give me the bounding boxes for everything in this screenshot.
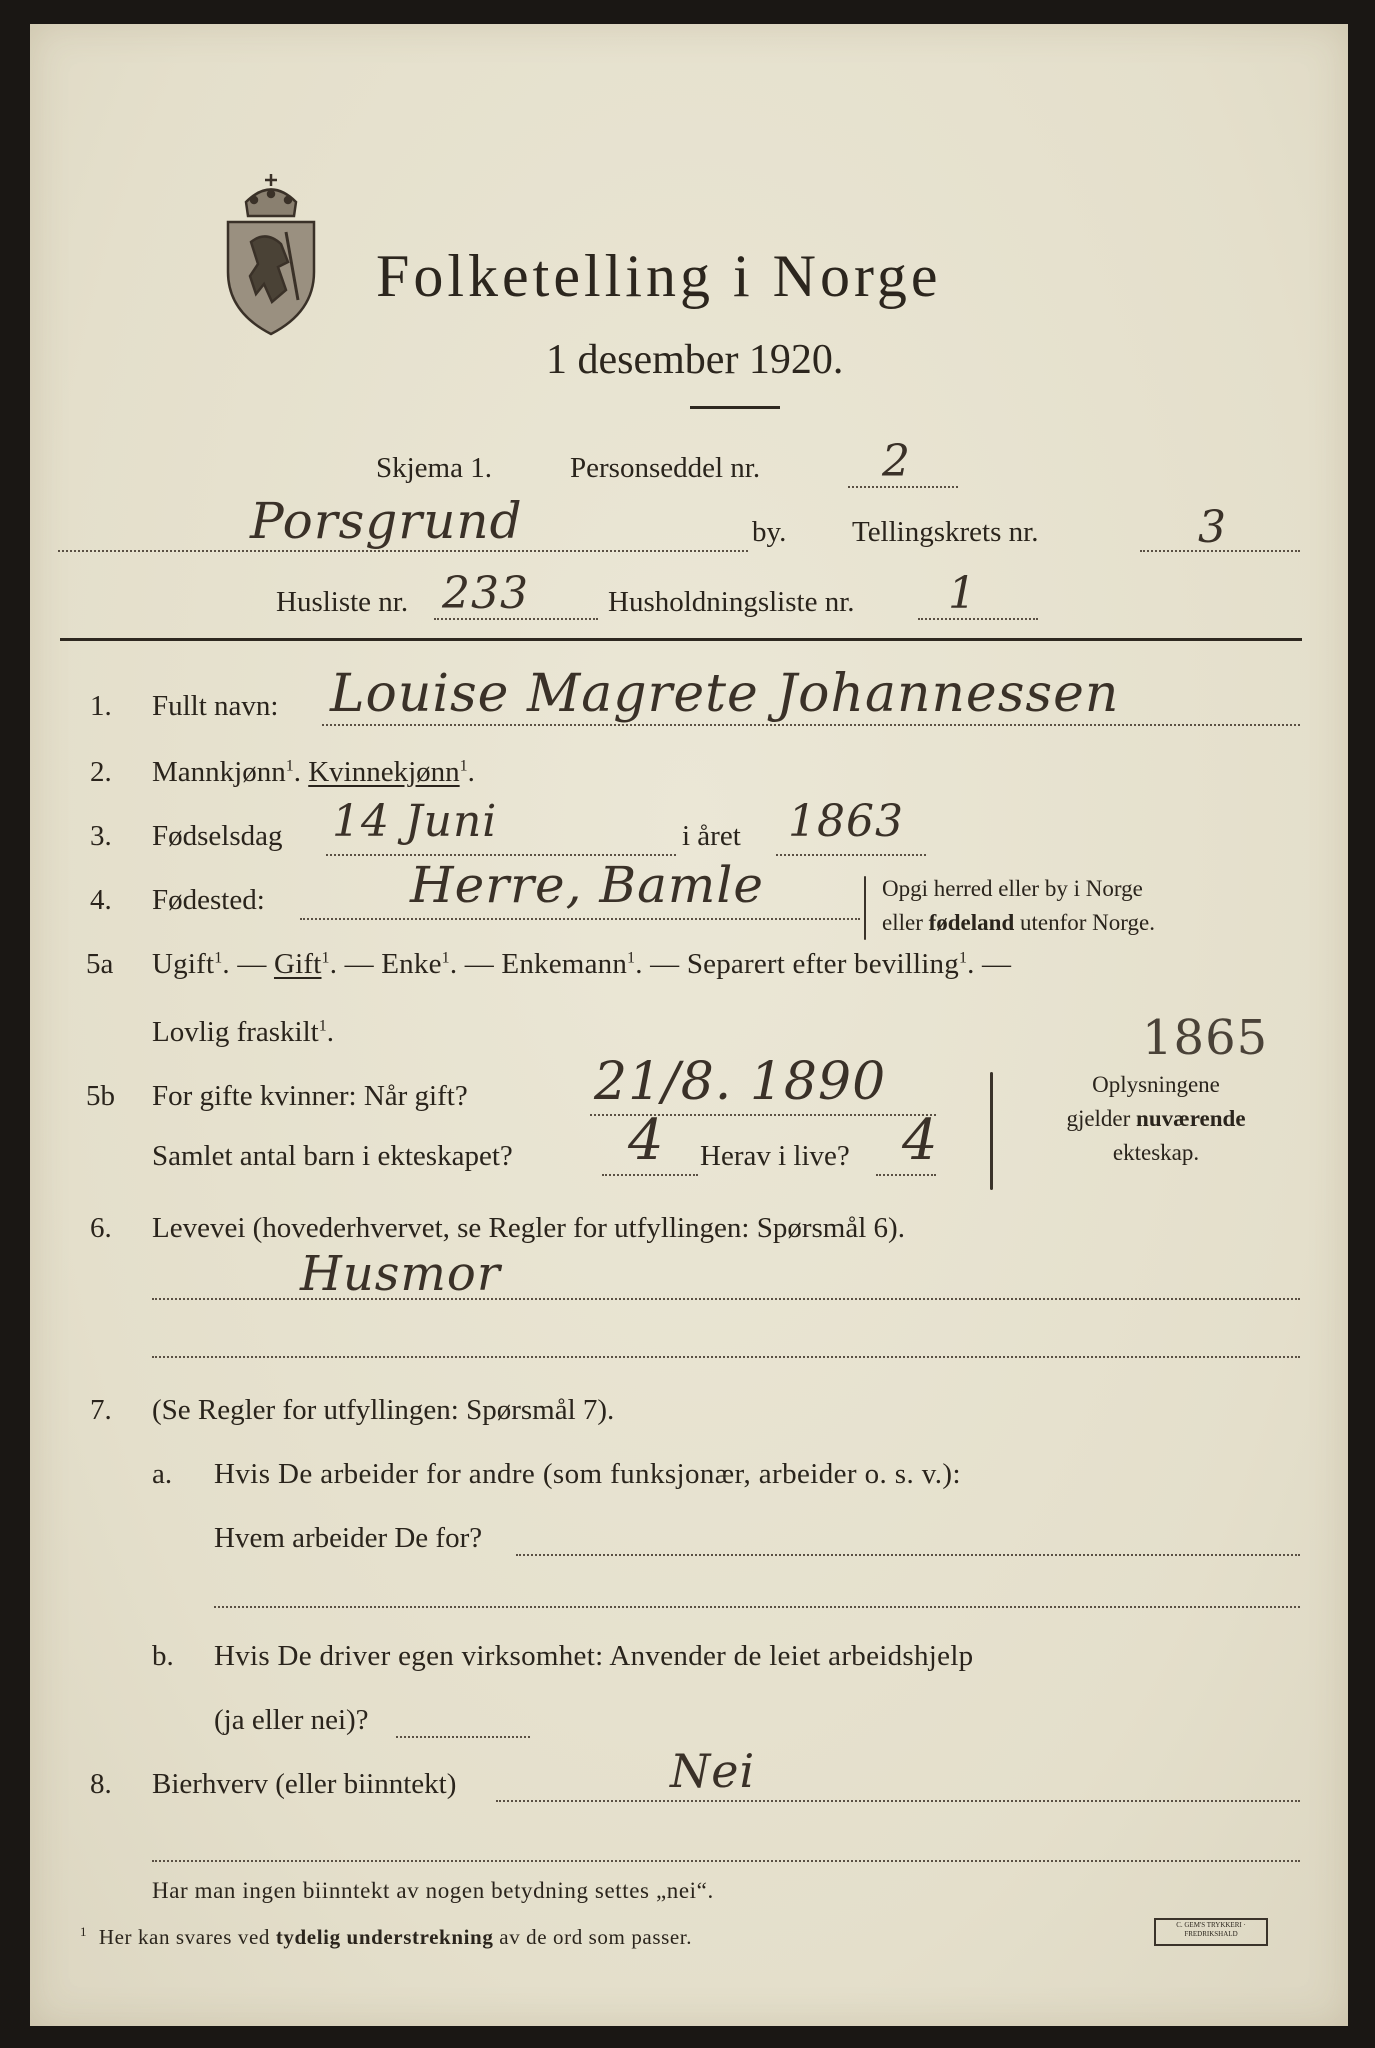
q5b-children-label: Samlet antal barn i ekteskapet? [152,1140,513,1172]
tellingskrets-value: 3 [1198,502,1227,553]
q3-year-dotted-line [776,854,926,856]
q5b-note-brace [990,1072,993,1190]
q7-number: 7. [90,1394,112,1426]
q7b-dotted-line [396,1736,530,1738]
q5a-margin-note: 1865 [1142,1010,1269,1066]
coat-of-arms-icon [216,172,326,338]
q7b-question: (ja eller nei)? [214,1704,369,1736]
q8-label: Bierhverv (eller biinntekt) [152,1768,457,1800]
q3-year-label: i året [682,820,741,852]
printer-stamp: C. GEM'S TRYKKERI · FREDRIKSHALD [1154,1918,1268,1946]
q5b-alive-dotted-line [876,1174,936,1176]
husliste-value: 233 [442,568,529,619]
q3-label: Fødselsdag [152,820,283,852]
footer-note: Har man ingen biinntekt av nogen betydning settes „nei“. [152,1878,714,1903]
q4-dotted-line [300,918,860,920]
q5b-note: Oplysningene gjelder nuværende ekteskap. [1066,1072,1246,1165]
census-form-page [30,24,1348,2026]
q8-value: Nei [670,1744,756,1798]
footnote: $^1$ Her kan svares ved tydelig understrekning av de ord som passer. [80,1924,693,1949]
q5a-options: Ugift$^1$. — Gift$^1$. — Enke$^1$. — Enkemann$^1$. — Separert efter bevilling$^1$. — [152,948,1012,980]
q6-number: 6. [90,1212,112,1244]
q8-number: 8. [90,1768,112,1800]
q5a-gift-option: Gift [273,948,322,980]
skjema-label: Skjema 1. [376,452,492,484]
q5b-alive-value: 4 [902,1108,939,1173]
title-divider [690,406,780,409]
q2-options: Mannkjønn$^1$. Kvinnekjønn$^1$. [152,756,475,788]
q5b-children-value: 4 [628,1108,665,1173]
form-title: Folketelling i Norge [376,243,942,309]
q5b-when-value: 21/8. 1890 [594,1052,887,1112]
husholdning-dotted-line [918,618,1038,620]
husliste-label: Husliste nr. [276,586,409,618]
q7a-dotted-line-1 [516,1554,1300,1556]
q5b-alive-label: Herav i live? [700,1140,850,1172]
by-label: by. [752,516,787,548]
q7a-letter: a. [152,1458,173,1490]
husholdning-label: Husholdningsliste nr. [608,586,855,618]
q2-mann-option: Mannkjønn [152,756,286,788]
q2-kvinne-option: Kvinnekjønn [308,756,460,788]
q6-label: Levevei (hovederhvervet, se Regler for utfyllingen: Spørsmål 6). [152,1212,905,1244]
q5b-when-label: For gifte kvinner: Når gift? [152,1080,468,1112]
q7a-dotted-line-2 [214,1606,1300,1608]
q5b-children-dotted-line [602,1174,698,1176]
q5a-lovlig-option: Lovlig fraskilt$^1$. [152,1016,334,1048]
q4-label: Fødested: [152,884,265,916]
town-dotted-line [58,550,748,552]
q1-full-name: Louise Magrete Johannessen [330,664,1120,724]
q7a-question: Hvem arbeider De for? [214,1522,483,1554]
q4-birthplace-value: Herre, Bamle [410,856,764,914]
q3-day-value: 14 Juni [332,796,498,847]
q1-number: 1. [90,690,112,722]
q4-note: Opgi herred eller by i Norge eller fødeland utenfor Norge. [882,876,1155,935]
q6-dotted-line-2 [152,1356,1300,1358]
husholdning-value: 1 [948,568,977,619]
q3-year-value: 1863 [788,796,904,847]
q4-note-brace [864,876,866,940]
tellingskrets-label: Tellingskrets nr. [852,516,1039,548]
header-rule [60,638,1302,641]
q7b-letter: b. [152,1640,174,1672]
q1-label: Fullt navn: [152,690,279,722]
q3-number: 3. [90,820,112,852]
q2-number: 2. [90,756,112,788]
q7b-text: Hvis De driver egen virksomhet: Anvender de leiet arbeidshjelp [214,1640,974,1672]
q1-dotted-line [322,724,1300,726]
personseddel-label: Personseddel nr. [570,452,761,484]
q8-dotted-line-2 [152,1860,1300,1862]
q4-number: 4. [90,884,112,916]
town-value: Porsgrund [250,492,523,550]
form-date: 1 desember 1920. [546,337,844,383]
q7a-text: Hvis De arbeider for andre (som funksjonær, arbeider o. s. v.): [214,1458,961,1490]
q8-dotted-line [496,1800,1300,1802]
q5b-number: 5b [86,1080,115,1112]
q5a-number: 5a [86,948,114,980]
q6-occupation-value: Husmor [300,1246,501,1302]
q7-label: (Se Regler for utfyllingen: Spørsmål 7). [152,1394,615,1426]
personseddel-value: 2 [882,436,911,487]
